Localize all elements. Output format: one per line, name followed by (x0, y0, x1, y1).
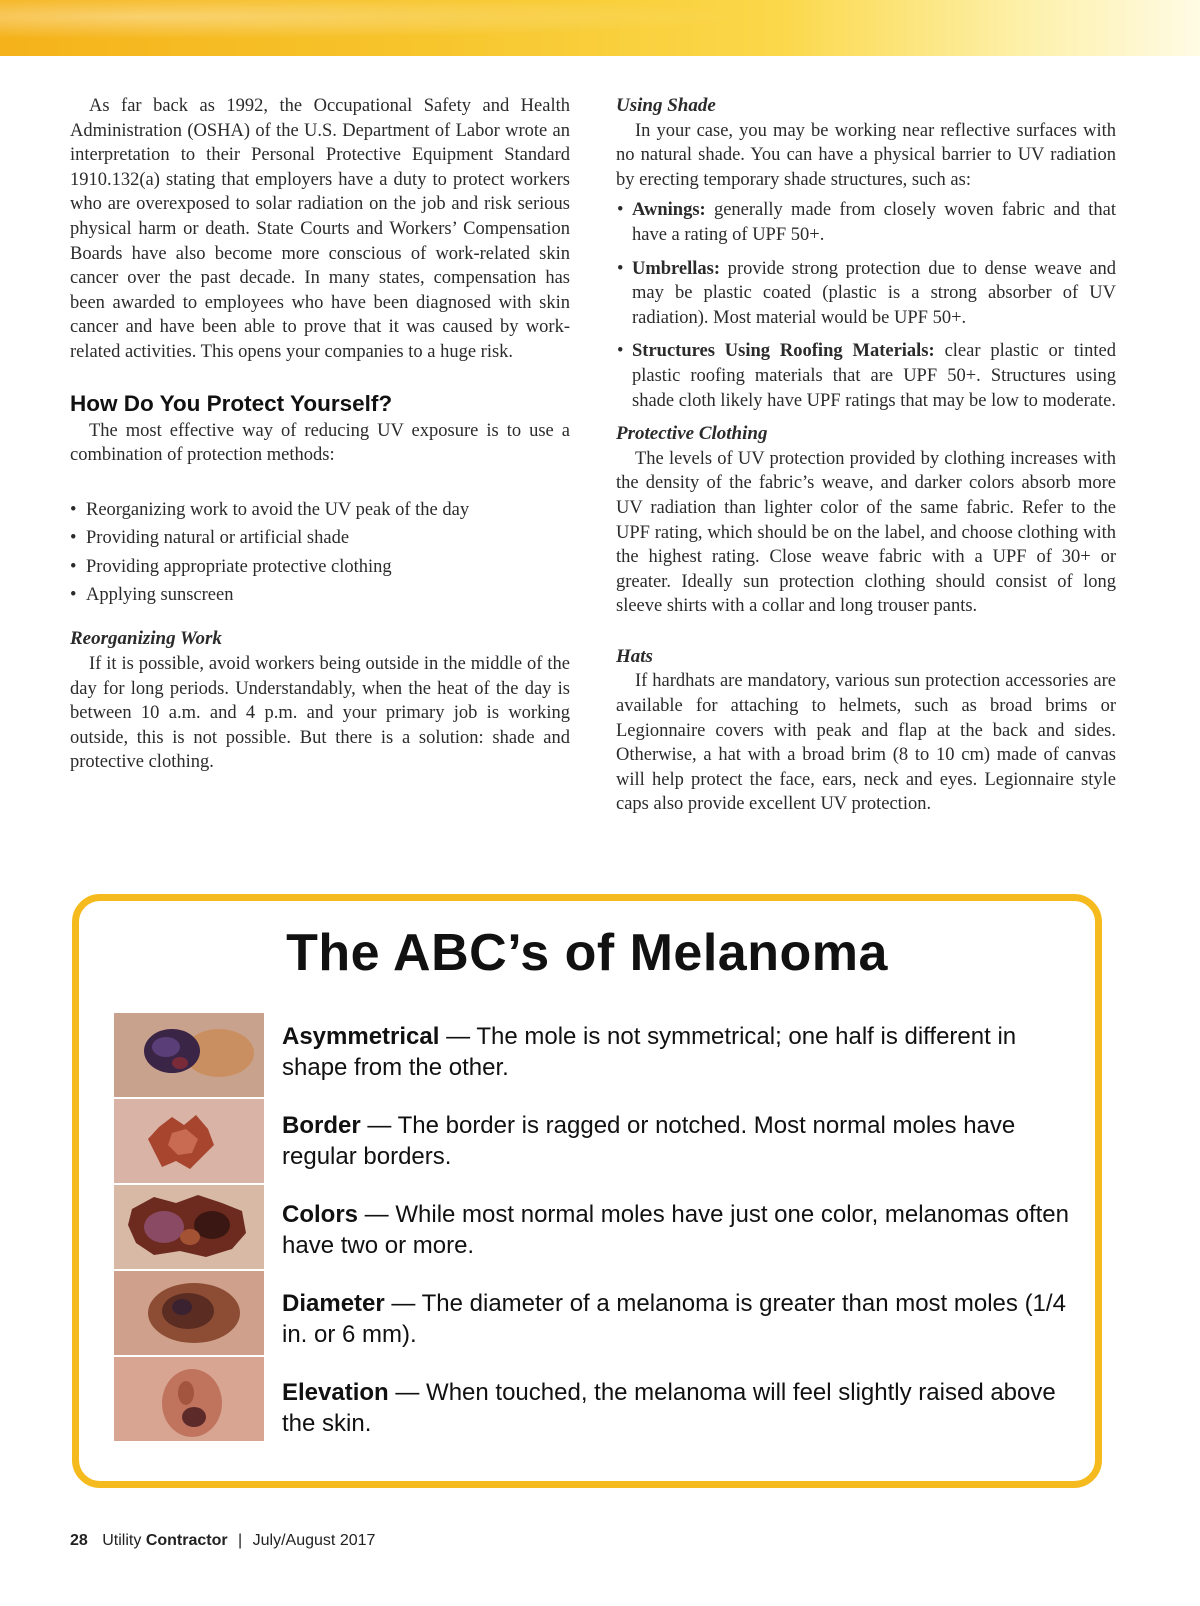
magazine-name-part1: Utility (102, 1532, 142, 1549)
reorganizing-paragraph: If it is possible, avoid workers being outside in the middle of the day for long periods. Understandably, when the heat of the day is between 10 a.m. and 4 p.m. and your primary job is working outside, this is not possible. But there is a solution: shade and protective clothing. (70, 653, 570, 773)
clothing-heading: Protective Clothing (616, 423, 768, 445)
abc-item-border: Border — The border is ragged or notched. Most normal moles have regular borders. (282, 1112, 1016, 1170)
page-footer (70, 1532, 375, 1550)
shade-heading: Using Shade (616, 95, 716, 116)
list-item: • Awnings: generally made from closely woven fabric and that have a rating of UPF 50+. (617, 200, 1117, 245)
methods-list (70, 496, 570, 610)
melanoma-photo-strip (114, 1013, 264, 1441)
reorganizing-heading: Reorganizing Work (70, 628, 222, 650)
abc-list (282, 1021, 1082, 1466)
melanoma-asymmetry-photo (114, 1013, 264, 1097)
abc-title: The ABC’s of Melanoma (286, 924, 888, 982)
page-number: 28 (70, 1532, 88, 1549)
list-item: • Reorganizing work to avoid the UV peak of the day (70, 499, 470, 520)
abc-item-diameter: Diameter — The diameter of a melanoma is greater than most moles (1/4 in. or 6 mm). (282, 1290, 1066, 1348)
abc-item-elevation: Elevation — When touched, the melanoma will feel slightly raised above the skin. (282, 1379, 1056, 1437)
list-item: • Structures Using Roofing Materials: clear plastic or tinted plastic roofing materials that are UPF 50+. Structures using shade cloth likely have UPF ratings that may be low to moderate. (617, 341, 1116, 411)
melanoma-border-photo (114, 1099, 264, 1183)
melanoma-elevation-photo (114, 1357, 264, 1441)
intro-paragraph: As far back as 1992, the Occupational Safety and Health Administration (OSHA) of the U.S. Department of Labor wrote an interpretation to their Personal Protective Equipment Standard 1910.132(a) stating that employers have a duty to protect workers who are overexposed to solar radiation on the job and risk serious physical harm or death. State Courts and Workers’ Compensation Boards have also become more conscious of work-related skin cancer over the past decade. In many states, compensation has been awarded to employees who have been diagnosed with skin cancer and have been able to prove that it was caused by work-related activities. This opens your companies to a huge risk. (70, 96, 570, 362)
hats-paragraph: If hardhats are mandatory, various sun protection accessories are available for attaching to helmets, such as broad brims or Legionnaire covers with peak and flap at the back and sides. Otherwise, a hat with a broad brim (8 to 10 cm) made of canvas will help protect the face, ears, neck and eyes. Legionnaire style caps also provide excellent UV protection. (616, 671, 1116, 815)
melanoma-diameter-photo (114, 1271, 264, 1355)
list-item: • Umbrellas: provide strong protection due to dense weave and may be plastic coated (plastic is a strong absorber of UV radiation). Most material would be UPF 50+. (617, 258, 1116, 328)
melanoma-color-photo (114, 1185, 264, 1269)
list-item: • Applying sunscreen (70, 584, 234, 605)
hats-heading: Hats (616, 645, 653, 667)
issue-date: July/August 2017 (252, 1532, 376, 1549)
abc-item-colors: Colors — While most normal moles have just one color, melanomas often have two or more. (282, 1201, 1069, 1259)
list-item: • Providing natural or artificial shade (70, 528, 350, 549)
left-column (70, 94, 570, 775)
right-column (616, 94, 1116, 817)
magazine-name-part2: Contractor (145, 1532, 228, 1549)
header-color-band (0, 0, 1200, 56)
list-item: • Providing appropriate protective clothing (70, 556, 392, 577)
melanoma-abc-box (72, 894, 1102, 1488)
abc-item-asymmetrical: Asymmetrical — The mole is not symmetrical; one half is different in shape from the other. (282, 1023, 1017, 1081)
protect-paragraph: The most effective way of reducing UV exposure is to use a combination of protection methods: (70, 420, 570, 466)
shade-paragraph: In your case, you may be working near reflective surfaces with no natural shade. You can have a physical barrier to UV radiation by erecting temporary shade structures, such as: (616, 120, 1116, 190)
shade-list (616, 198, 1116, 413)
protect-heading: How Do You Protect Yourself? (70, 390, 393, 416)
footer-separator: | (238, 1532, 243, 1549)
clothing-paragraph: The levels of UV protection provided by clothing increases with the density of the fabric’s weave, and darker colors absorb more UV radiation than lighter color of the same fabric. Refer to the UPF rating, which should be on the label, and choose clothing with the highest rating. Close weave fabric with a UPF of 30+ or greater. Ideally sun protection clothing should consist of long sleeve shirts with a collar and long trouser pants. (616, 448, 1116, 617)
